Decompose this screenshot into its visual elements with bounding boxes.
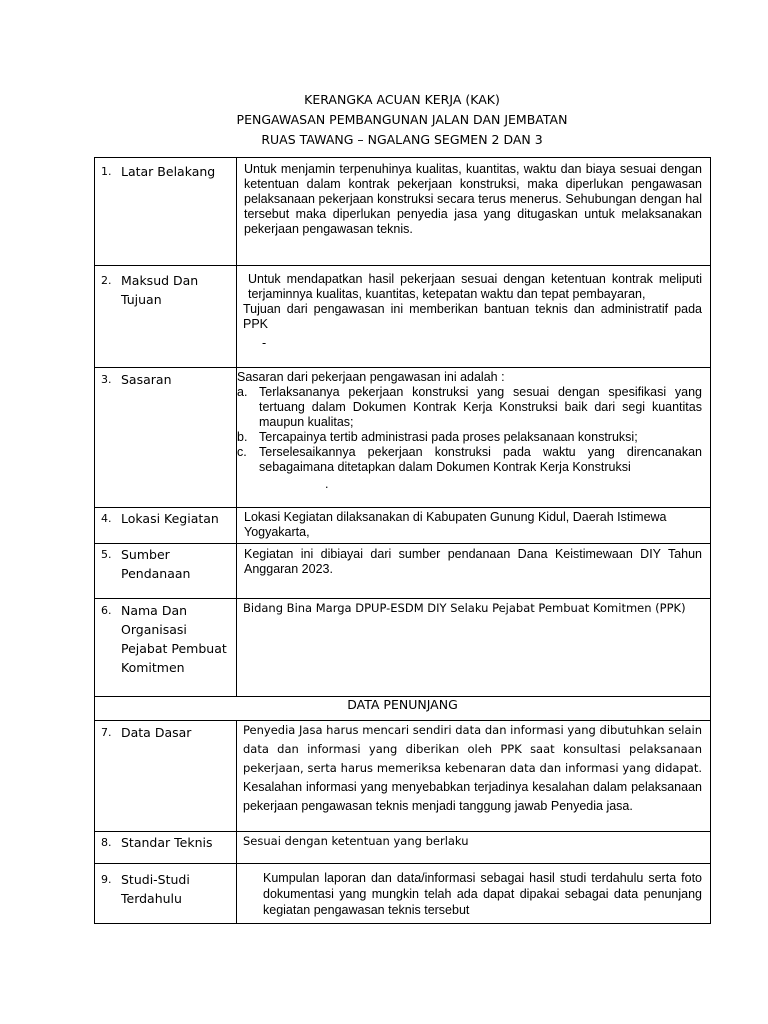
row-content-cell [237,832,711,864]
sumber-pendanaan-text: Kegiatan ini dibiayai dari sumber pendanaan Dana Keistimewaan DIY Tahun Anggaran 2023. [244,547,702,576]
table-row-nama-organisasi [95,599,711,697]
row-number: 9. [101,873,112,886]
title-line-2: PENGAWASAN PEMBANGUNAN JALAN DAN JEMBATAN [236,112,568,127]
row-label-cell [95,158,237,266]
section-title: DATA PENUNJANG [95,697,711,721]
list-text: Tercapainya tertib administrasi pada proses pelaksanaan konstruksi; [259,430,638,444]
row-number: 5. [101,548,112,561]
title-line-3: RUAS TAWANG – NGALANG SEGMEN 2 DAN 3 [261,132,543,147]
data-dasar-text-1: Penyedia Jasa harus mencari sendiri data dan informasi yang dibutuhkan selain data dan informasi yang diberikan oleh PPK saat konsultasi pelaksanaan pekerjaan, serta harus memeriksa kebenaran data dan informasi yang didapat. [243,723,702,775]
row-number: 7. [101,726,112,739]
row-content-cell [237,508,711,544]
maksud-text: Untuk mendapatkan hasil pekerjaan sesuai dengan ketentuan kontrak meliputi terjaminnya kualitas, kuantitas, ketepatan waktu dan tepat pembayaran, [248,272,702,301]
table-row-latar-belakang [95,158,711,266]
row-number: 8. [101,836,112,849]
row-label: Nama Dan Organisasi Pejabat Pembuat Komitmen [121,603,227,675]
document-title-block [94,90,710,150]
kak-table [94,157,711,924]
section-header-row [95,697,711,721]
row-label-cell [95,832,237,864]
list-marker: a. [237,385,248,399]
row-label-cell [95,864,237,924]
row-label: Lokasi Kegiatan [121,511,219,526]
row-label: Standar Teknis [121,835,213,850]
row-label: Sumber Pendanaan [121,547,191,581]
title-line-1: KERANGKA ACUAN KERJA (KAK) [304,92,500,107]
lokasi-text: Lokasi Kegiatan dilaksanakan di Kabupaten Gunung Kidul, Daerah Istimewa Yogyakarta, [244,510,667,539]
list-item [237,445,702,475]
row-label-cell [95,266,237,368]
row-label: Latar Belakang [121,164,216,179]
sasaran-dot: . [325,477,329,491]
list-marker: c. [237,445,247,459]
table-row-sasaran [95,368,711,508]
list-marker: b. [237,430,248,444]
latar-belakang-text: Untuk menjamin terpenuhinya kualitas, kuantitas, waktu dan biaya sesuai dengan ketentuan dalam kontrak pekerjaan konstruksi, maka diperlukan pengawasan pelaksanaan pekerjaan konstruksi secara terus menerus. Sehubungan dengan hal tersebut maka diperlukan penyedia jasa yang ditugaskan untuk melaksanakan pekerjaan pengawasan teknis. [244,162,702,236]
row-number: 1. [101,165,112,178]
row-content-cell [237,544,711,599]
tujuan-text: Tujuan dari pengawasan ini memberikan bantuan teknis dan administratif pada PPK [243,302,702,331]
row-label-cell [95,508,237,544]
row-label: Studi-Studi Terdahulu [121,872,190,906]
studi-terdahulu-text: Kumpulan laporan dan data/informasi sebagai hasil studi terdahulu serta foto dokumentasi yang mungkin telah ada dapat dipakai sebagai data penunjang kegiatan pengawasan teknis tersebut [263,871,702,917]
row-number: 4. [101,512,112,525]
row-label-cell [95,544,237,599]
table-row-standar-teknis [95,832,711,864]
list-item [237,385,702,430]
maksud-dash: - [262,336,267,350]
row-label: Maksud Dan Tujuan [121,273,199,307]
row-number: 6. [101,604,112,617]
row-content-cell [237,599,711,697]
table-row-maksud-tujuan [95,266,711,368]
row-content-cell [237,266,711,368]
list-text: Terselesaikannya pekerjaan konstruksi pada waktu yang direncanakan sebagaimana ditetapkan dalam Dokumen Kontrak Kerja Konstruksi [259,445,702,474]
row-number: 3. [101,373,112,386]
row-content-cell [237,864,711,924]
table-row-data-dasar [95,721,711,832]
row-number: 2. [101,274,112,287]
sasaran-intro: Sasaran dari pekerjaan pengawasan ini adalah : [237,370,505,384]
row-label: Data Dasar [121,725,192,740]
table-row-lokasi [95,508,711,544]
row-content-cell [237,721,711,832]
list-text: Terlaksananya pekerjaan konstruksi yang sesuai dengan spesifikasi yang tertuang dalam Dokumen Kontrak Kerja Konstruksi baik dari segi kuantitas maupun kualitas; [259,385,702,429]
row-label-cell [95,721,237,832]
data-dasar-text-2: Kesalahan informasi yang menyebabkan terjadinya kesalahan dalam pelaksanaan pekerjaan pengawasan teknis menjadi tanggung jawab Penyedia jasa. [243,780,702,813]
list-item [237,430,702,445]
standar-teknis-text: Sesuai dengan ketentuan yang berlaku [243,834,469,848]
row-label: Sasaran [121,372,172,387]
table-row-sumber-pendanaan [95,544,711,599]
row-content-cell [237,368,711,508]
row-content-cell [237,158,711,266]
row-label-cell [95,368,237,508]
row-label-cell [95,599,237,697]
table-row-studi-terdahulu [95,864,711,924]
nama-organisasi-text: Bidang Bina Marga DPUP-ESDM DIY Selaku Pejabat Pembuat Komitmen (PPK) [243,601,686,615]
sasaran-list [237,385,702,475]
